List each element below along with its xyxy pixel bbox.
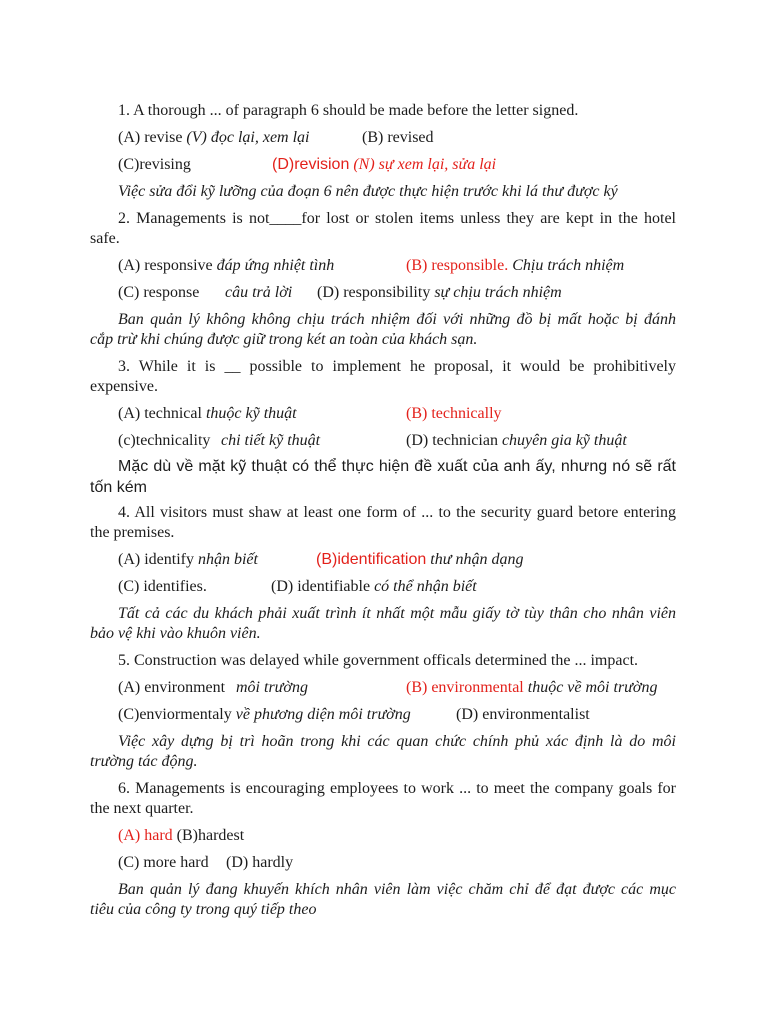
question-3-option-c-meaning: chi tiết kỹ thuật — [221, 432, 321, 449]
question-1-option-a-meaning: (V) đọc lại, xem lại — [186, 129, 310, 146]
question-4-options-a-b — [90, 550, 676, 570]
question-1-option-d: (D)revision — [272, 156, 350, 173]
question-2-translation — [90, 310, 676, 350]
question-6-stem-line-2: the next quarter. — [90, 800, 194, 817]
question-4-option-a-meaning: nhận biết — [197, 551, 258, 568]
question-1-translation — [90, 182, 676, 202]
question-4-option-d: (D) identifiable — [271, 578, 371, 595]
question-4-options-c-d — [90, 577, 676, 597]
question-1-options-a-b — [90, 128, 676, 148]
question-2-options-a-b — [90, 256, 676, 276]
question-1-option-a: (A) revise — [118, 129, 183, 146]
question-1-option-d-meaning: (N) sự xem lại, sửa lại — [353, 156, 497, 173]
question-4-translation-line-1: Tất cả các du khách phải xuất trình ít nhất một mẫu giấy tờ tùy thân cho nhân viên — [118, 605, 676, 622]
question-6-translation-line-1: Ban quản lý đang khuyến khích nhân viên làm việc chăm chỉ để đạt được các mục — [118, 881, 676, 898]
question-2-option-a: (A) responsive — [118, 257, 213, 274]
question-5-option-b-group — [406, 678, 657, 698]
question-5-option-c: (C)enviormentaly — [118, 706, 232, 723]
question-6-option-b: (B)hardest — [176, 827, 245, 844]
question-6-option-a-highlighted: (A) hard — [118, 827, 173, 844]
question-2-option-c-meaning: câu trả lời — [225, 284, 293, 301]
question-3-option-d: (D) technician — [406, 432, 498, 449]
question-6-options-c-d — [90, 853, 676, 873]
question-1-translation-line-1: Việc sửa đổi kỹ lưỡng của đoạn 6 nên được thực hiện trước khi lá thư được ký — [118, 183, 618, 200]
question-3-option-a: (A) technical — [118, 405, 202, 422]
question-5-option-b-meaning: thuộc về môi trường — [527, 679, 658, 696]
question-1-option-b: (B) revised — [362, 129, 434, 146]
question-3-translation — [90, 456, 676, 498]
question-3-option-a-meaning: thuộc kỹ thuật — [205, 405, 297, 422]
question-3-options-c-d — [90, 431, 676, 451]
question-6-translation-line-2: tiêu của công ty trong quý tiếp theo — [90, 901, 317, 918]
question-2-stem — [90, 209, 676, 249]
question-2-stem-line-2: safe. — [90, 230, 120, 247]
question-1-options-c-d — [90, 155, 676, 175]
question-4-option-a: (A) identify — [118, 551, 194, 568]
question-4-option-b-highlighted: (B)identification — [316, 551, 427, 568]
question-3-stem — [90, 357, 676, 397]
question-5-options-c-d — [90, 705, 676, 725]
question-4-stem-line-1: 4. All visitors must shaw at least one form of ... to the security guard betore entering — [118, 504, 676, 521]
question-5-stem — [90, 651, 676, 671]
question-2-option-b-highlighted: (B) responsible. — [406, 257, 509, 274]
question-2-option-d-group — [317, 283, 562, 303]
question-3-option-d-group — [406, 431, 627, 451]
question-5-option-a-meaning: môi trường — [236, 679, 308, 696]
question-5-option-a: (A) environment — [118, 679, 226, 696]
question-5-translation-line-2: trường tác động. — [90, 753, 198, 770]
question-2-option-a-meaning: đáp ứng nhiệt tình — [216, 257, 335, 274]
question-1-stem-line-1: 1. A thorough ... of paragraph 6 should be made before the letter signed. — [118, 102, 579, 119]
question-2-translation-line-2: cắp trừ khi chúng được giữ trong két an toàn của khách sạn. — [90, 331, 478, 348]
question-4-option-d-group — [271, 577, 477, 597]
question-2-option-b-meaning: Chịu trách nhiệm — [512, 257, 625, 274]
question-4-option-b-group — [316, 550, 523, 570]
question-3-option-c: (c)technicality — [118, 432, 211, 449]
question-4-stem — [90, 503, 676, 543]
question-6-stem-line-1: 6. Managements is encouraging employees to work ... to meet the company goals for — [118, 780, 676, 797]
question-6-stem — [90, 779, 676, 819]
question-6-option-c: (C) more hard — [118, 854, 209, 871]
question-2-option-d-meaning: sự chịu trách nhiệm — [434, 284, 562, 301]
question-5-option-b-highlighted: (B) environmental — [406, 679, 524, 696]
question-6-options-a-b — [90, 826, 676, 846]
question-3-translation-line-1: Mặc dù về mặt kỹ thuật có thể thực hiện đề xuất của anh ấy, nhưng nó sẽ rất — [118, 458, 676, 475]
question-2-options-c-d — [90, 283, 676, 303]
question-3-options-a-b — [90, 404, 676, 424]
question-1-option-c: (C)revising — [118, 156, 191, 173]
question-1-stem — [90, 101, 676, 121]
question-2-translation-line-1: Ban quản lý không không chịu trách nhiệm đối với những đồ bị mất hoặc bị đánh — [118, 311, 676, 328]
document-page — [90, 101, 676, 927]
question-6-translation — [90, 880, 676, 920]
question-2-option-b-group — [406, 256, 624, 276]
question-5-stem-line-1: 5. Construction was delayed while government officals determined the ... impact. — [118, 652, 639, 669]
question-2-stem-line-1: 2. Managements is not____for lost or stolen items unless they are kept in the hotel — [118, 210, 676, 227]
question-3-option-b-highlighted: (B) technically — [406, 405, 502, 422]
question-5-option-d: (D) environmentalist — [456, 706, 590, 723]
question-5-translation-line-1: Việc xây dựng bị trì hoãn trong khi các quan chức chính phủ xác định là do môi — [118, 733, 676, 750]
question-3-option-d-meaning: chuyên gia kỹ thuật — [501, 432, 627, 449]
question-3-stem-line-2: expensive. — [90, 378, 158, 395]
question-4-translation-line-2: bảo vệ khi vào khuôn viên. — [90, 625, 261, 642]
question-2-option-d: (D) responsibility — [317, 284, 431, 301]
question-4-option-c: (C) identifies. — [118, 578, 207, 595]
question-4-stem-line-2: the premises. — [90, 524, 175, 541]
question-4-translation — [90, 604, 676, 644]
question-5-option-c-meaning: về phương diện môi trường — [235, 706, 411, 723]
question-3-translation-line-2: tốn kém — [90, 479, 147, 496]
question-3-stem-line-1: 3. While it is __ possible to implement he proposal, it would be prohibitively — [118, 358, 676, 375]
question-5-options-a-b — [90, 678, 676, 698]
question-1-option-d-highlighted — [272, 155, 496, 175]
question-6-option-d: (D) hardly — [226, 854, 294, 871]
question-4-option-d-meaning: có thể nhận biết — [374, 578, 477, 595]
question-5-translation — [90, 732, 676, 772]
question-4-option-b-meaning: thư nhận dạng — [430, 551, 524, 568]
question-2-option-c: (C) response — [118, 284, 200, 301]
